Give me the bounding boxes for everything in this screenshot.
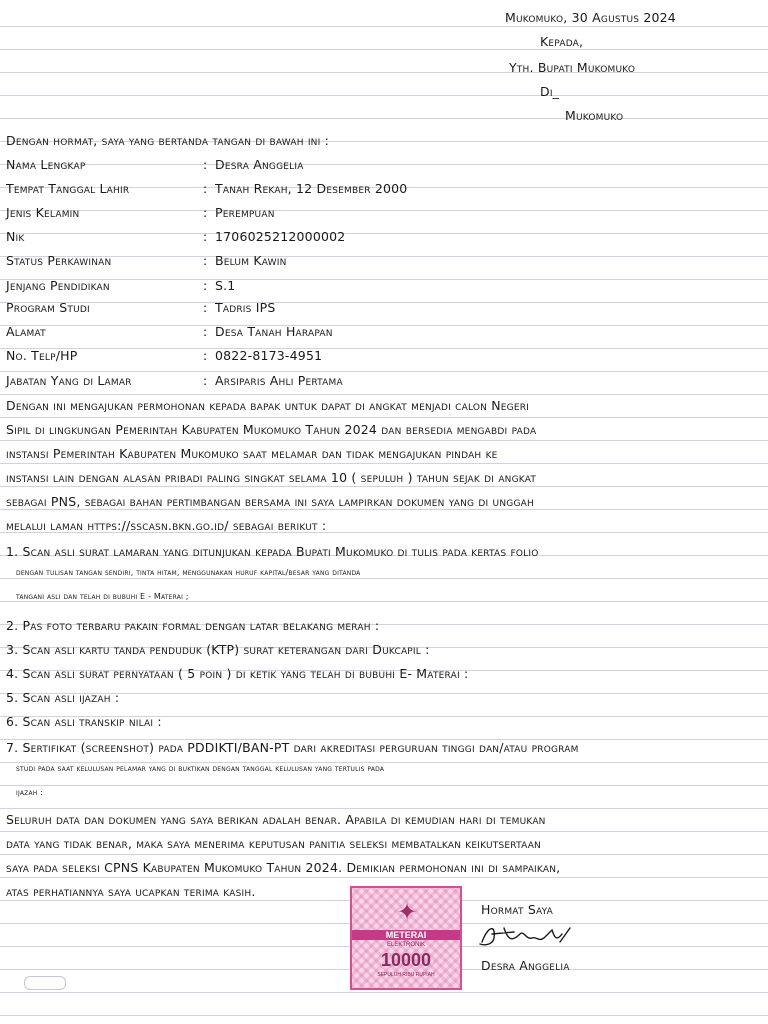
field-label: No. Telp/HP	[6, 348, 78, 363]
body-line: 1. Scan asli surat lamaran yang ditunjukan kepada Bupati Mukomuko di tulis pada kertas folio	[6, 544, 539, 559]
body-line: 7. Sertifikat (screenshot) pada PDDIKTI/BAN-PT dari akreditasi perguruan tinggi dan/atau program	[6, 740, 579, 755]
body-line: Dengan ini mengajukan permohonan kepada bapak untuk dapat di angkat menjadi calon Negeri	[6, 398, 530, 413]
stamp-footer: SEPULUH RIBU RUPIAH	[377, 972, 435, 978]
body-line: 2. Pas foto terbaru pakain formal dengan latar belakang merah :	[6, 618, 380, 633]
field-row	[0, 205, 768, 225]
stamp-subword: ELEKTRONIK	[386, 942, 425, 948]
kepada-line: Kepada,	[540, 34, 584, 49]
body-line: atas perhatiannya saya ucapkan terima kasih.	[6, 884, 256, 899]
notebook-margin-mark	[24, 976, 66, 990]
field-colon: :	[203, 300, 208, 315]
e-meterai-stamp	[350, 886, 462, 990]
field-value: Tadris IPS	[215, 300, 276, 315]
signature-image	[474, 920, 584, 950]
place-date: Mukomuko, 30 Agustus 2024	[505, 10, 676, 25]
field-row	[0, 324, 768, 344]
field-value: 0822-8173-4951	[215, 348, 323, 363]
field-colon: :	[203, 205, 208, 220]
body-line: sebagai PNS, sebagai bahan pertimbangan bersama ini saya lampirkan dokumen yang di unggah	[6, 494, 534, 509]
body-line: instansi Pemerintah Kabupaten Mukomuko saat melamar dan tidak mengajukan pindah ke	[6, 446, 498, 461]
garuda-emblem-icon: ✦	[396, 898, 418, 926]
field-label: Jenis Kelamin	[6, 205, 80, 220]
recipient-line: Yth. Bupati Mukomuko	[509, 60, 636, 75]
body-line: studi pada saat kelulusan pelamar yang di buktikan dengan tanggal kelulusan yang tertulis pada	[16, 764, 385, 773]
field-colon: :	[203, 348, 208, 363]
body-line: 6. Scan asli transkip nilai :	[6, 714, 162, 729]
field-row	[0, 348, 768, 368]
field-value: Arsiparis Ahli Pertama	[215, 373, 343, 388]
field-colon: :	[203, 157, 208, 172]
field-row	[0, 157, 768, 177]
field-value: Tanah Rekah, 12 Desember 2000	[215, 181, 408, 196]
body-line: 3. Scan asli kartu tanda penduduk (KTP) surat keterangan dari Dukcapil :	[6, 642, 430, 657]
field-colon: :	[203, 373, 208, 388]
di-line: Di_	[540, 84, 560, 99]
field-colon: :	[203, 278, 208, 293]
body-line: dengan tulisan tangan sendiri, tinta hitam, menggunakan huruf kapital/besar yang ditanda	[16, 568, 361, 577]
field-value: Perempuan	[215, 205, 275, 220]
field-row	[0, 278, 768, 298]
field-label: Jenjang Pendidikan	[6, 278, 110, 293]
field-value: 1706025212000002	[215, 229, 346, 244]
field-value: Desa Tanah Harapan	[215, 324, 333, 339]
intro-line: Dengan hormat, saya yang bertanda tangan di bawah ini :	[6, 133, 330, 148]
field-value: Desra Anggelia	[215, 157, 304, 172]
field-colon: :	[203, 229, 208, 244]
field-label: Jabatan Yang di Lamar	[6, 373, 132, 388]
field-row	[0, 229, 768, 249]
field-colon: :	[203, 181, 208, 196]
field-colon: :	[203, 324, 208, 339]
field-value: Belum Kawin	[215, 253, 287, 268]
field-label: Nama Lengkap	[6, 157, 86, 172]
stamp-word: METERAI	[352, 930, 460, 940]
body-line: instansi lain dengan alasan pribadi paling singkat selama 10 ( sepuluh ) tahun sejak di angkat	[6, 470, 537, 485]
field-label: Alamat	[6, 324, 46, 339]
field-row	[0, 300, 768, 320]
field-label: Nik	[6, 229, 25, 244]
field-value: S.1	[215, 278, 236, 293]
closing-name: Desra Anggelia	[481, 958, 570, 973]
field-colon: :	[203, 253, 208, 268]
body-line: melalui laman https://sscasn.bkn.go.id/ sebagai berikut :	[6, 518, 327, 533]
field-label: Status Perkawinan	[6, 253, 112, 268]
body-line: 4. Scan asli surat pernyataan ( 5 poin ) di ketik yang telah di bubuhi E- Materai :	[6, 666, 469, 681]
field-row	[0, 181, 768, 201]
city-line: Mukomuko	[565, 108, 624, 123]
field-row	[0, 373, 768, 393]
field-row	[0, 253, 768, 273]
body-line: 5. Scan asli ijazah :	[6, 690, 120, 705]
stamp-value: 10000	[380, 950, 432, 970]
field-label: Tempat Tanggal Lahir	[6, 181, 130, 196]
body-line: saya pada seleksi CPNS Kabupaten Mukomuko Tahun 2024. Demikian permohonan ini di sampaikan,	[6, 860, 561, 875]
body-line: tangani asli dan telah di bubuhi E - Materai ;	[16, 592, 189, 601]
body-line: ijazah :	[16, 788, 44, 797]
field-label: Program Studi	[6, 300, 90, 315]
body-line: Sipil di lingkungan Pemerintah Kabupaten Mukomuko Tahun 2024 dan bersedia mengabdi pada	[6, 422, 537, 437]
body-line: data yang tidak benar, maka saya menerima keputusan panitia seleksi membatalkan keikutsertaan	[6, 836, 541, 851]
closing-greeting: Hormat Saya	[481, 902, 553, 917]
body-line: Seluruh data dan dokumen yang saya berikan adalah benar. Apabila di kemudian hari di temukan	[6, 812, 546, 827]
